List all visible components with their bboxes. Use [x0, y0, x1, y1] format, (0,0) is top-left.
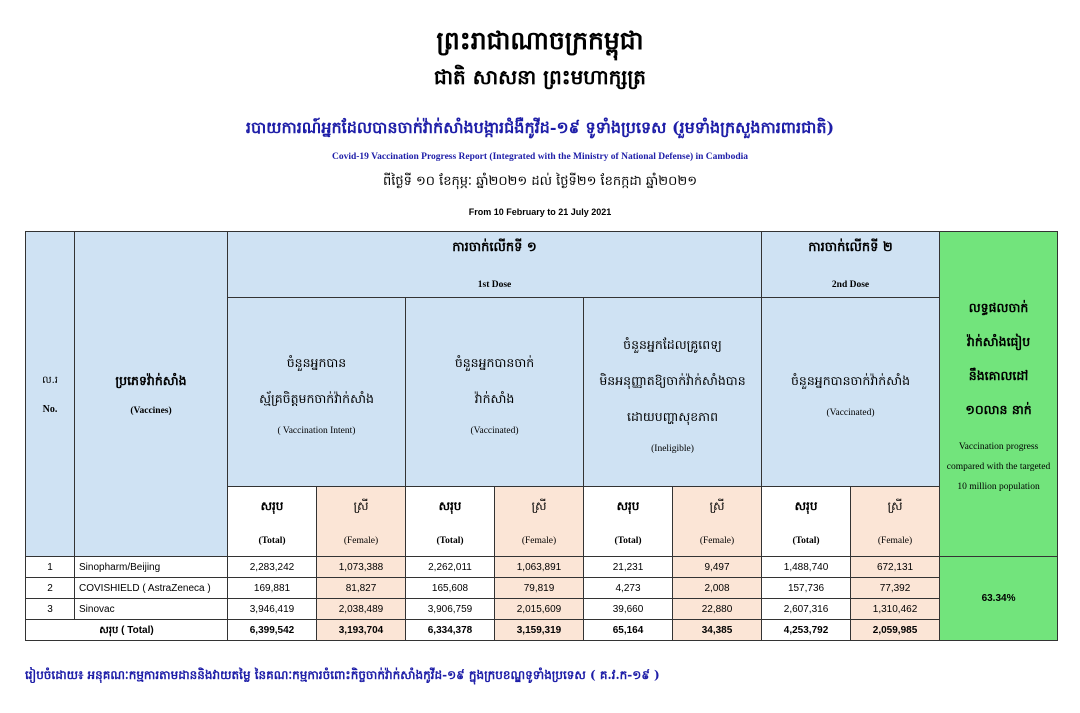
vaccinated1-label-kh-2: វ៉ាក់សាំង: [474, 391, 515, 406]
report-title-en: Covid-19 Vaccination Progress Report (Integrated with the Ministry of National Defense) in Cambodia: [331, 152, 749, 162]
row-vaccine-name: Sinovac: [75, 599, 228, 620]
intent-label-kh-2: ស្ម័គ្រចិត្តមកចាក់វ៉ាក់សាំង: [259, 391, 374, 406]
total-label-kh: សរុប: [794, 498, 818, 513]
dose2-header: [762, 232, 940, 298]
vaccinated2-label-en: (Vaccinated): [826, 408, 875, 418]
female-label-en: (Female): [521, 535, 557, 546]
subheader-female: [851, 487, 940, 557]
total-label-en: (Total): [436, 535, 464, 546]
table-row: [26, 557, 1058, 578]
vaccinated2-header: [762, 298, 940, 487]
cell-vaccinated1-total: 3,906,759: [406, 599, 495, 620]
total-label-en: (Total): [614, 535, 642, 546]
cell-intent-total: 169,881: [228, 578, 317, 599]
cell-ineligible-total: 21,231: [584, 557, 673, 578]
progress-label-kh-2: វ៉ាក់សាំងធៀប: [966, 334, 1031, 349]
dose2-label-en: 2nd Dose: [831, 280, 870, 290]
total-label-en: (Total): [792, 535, 820, 546]
female-label-kh: ស្រី: [887, 498, 903, 513]
cell-vaccinated1-female: 1,063,891: [495, 557, 584, 578]
subheader-total: [762, 487, 851, 557]
progress-percent: 63.34%: [940, 557, 1058, 641]
subheader-total: [228, 487, 317, 557]
ineligible-header: [584, 298, 762, 487]
cell-vaccinated2-total: 157,736: [762, 578, 851, 599]
total-row: [26, 620, 1058, 641]
row-vaccine-name: COVISHIELD ( AstraZeneca ): [75, 578, 228, 599]
vaccination-table: [25, 231, 1058, 641]
progress-label-kh-1: លទ្ធផលចាក់: [968, 300, 1029, 315]
row-vaccine-name: Sinopharm/Beijing: [75, 557, 228, 578]
cell-vaccinated2-female: 672,131: [851, 557, 940, 578]
vaccinated1-header: [406, 298, 584, 487]
dose1-label-en: 1st Dose: [477, 280, 512, 290]
cell-ineligible-total: 4,273: [584, 578, 673, 599]
cell-vaccinated2-total: 2,607,316: [762, 599, 851, 620]
cell-intent-female: 81,827: [317, 578, 406, 599]
total-intent-female: 3,193,704: [317, 620, 406, 641]
report-title-kh: របាយការណ៍អ្នកដែលបានចាក់វ៉ាក់សាំងបង្ការជំងឺកូវីដ-១៩ ទូទាំងប្រទេស (រួមទាំងក្រសួងការពារជាតិ): [245, 118, 835, 137]
cell-vaccinated1-total: 2,262,011: [406, 557, 495, 578]
intent-label-kh-1: ចំនួនអ្នកបាន: [286, 355, 347, 370]
footer-note: រៀបចំដោយ៖ អនុគណៈកម្មការតាមដាននិងវាយតម្លៃ នៃគណៈកម្មការចំពោះកិច្ចចាក់វ៉ាក់សាំងកូវីដ-១៩ ក្នុងក្របខណ្ឌទូទាំងប្រទេស ( គ.វ.ក-១៩ ): [25, 668, 660, 682]
ineligible-label-kh-2: មិនអនុញ្ញាតឱ្យចាក់វ៉ាក់សាំងបាន: [599, 373, 746, 388]
subheader-female: [317, 487, 406, 557]
dose1-header: [228, 232, 762, 298]
col-header-vaccine: [75, 232, 228, 557]
no-label-en: No.: [42, 404, 58, 415]
cell-ineligible-total: 39,660: [584, 599, 673, 620]
progress-label-kh-3: នឹងគោលដៅ: [968, 368, 1029, 383]
report-date-en: From 10 February to 21 July 2021: [468, 207, 612, 217]
national-motto: ជាតិ សាសនា ព្រះមហាក្សត្រ: [434, 65, 646, 89]
total-label-kh: សរុប: [616, 498, 640, 513]
cell-intent-total: 3,946,419: [228, 599, 317, 620]
cell-intent-total: 2,283,242: [228, 557, 317, 578]
col-header-no: [26, 232, 75, 557]
total-vaccinated1-total: 6,334,378: [406, 620, 495, 641]
ineligible-label-kh-3: ដោយបញ្ហាសុខភាព: [627, 409, 719, 424]
total-vaccinated2-female: 2,059,985: [851, 620, 940, 641]
intent-header: [228, 298, 406, 487]
vaccine-label-kh: ប្រភេទវ៉ាក់សាំង: [115, 372, 187, 388]
subheader-total: [584, 487, 673, 557]
female-label-kh: ស្រី: [353, 498, 369, 513]
subheader-female: [673, 487, 762, 557]
vaccinated1-label-kh-1: ចំនួនអ្នកបានចាក់: [454, 355, 535, 370]
vaccine-label-en: (Vaccines): [130, 405, 172, 416]
vaccinated1-label-en: (Vaccinated): [470, 426, 519, 436]
total-vaccinated2-total: 4,253,792: [762, 620, 851, 641]
female-label-en: (Female): [343, 535, 379, 546]
cell-intent-female: 1,073,388: [317, 557, 406, 578]
total-row-label: សរុប ( Total): [26, 620, 228, 641]
kingdom-title: ព្រះរាជាណាចក្រកម្ពុជា: [436, 26, 644, 55]
vaccinated2-label-kh: ចំនួនអ្នកបានចាក់វ៉ាក់សាំង: [791, 373, 911, 388]
cell-ineligible-female: 2,008: [673, 578, 762, 599]
row-no: 3: [26, 599, 75, 620]
total-ineligible-female: 34,385: [673, 620, 762, 641]
female-label-en: (Female): [877, 535, 913, 546]
cell-vaccinated1-total: 165,608: [406, 578, 495, 599]
report-date-kh: ពីថ្ងៃទី ១០ ខែកុម្ភៈ ឆ្នាំ២០២១ ដល់ ថ្ងៃទី២១ ខែកក្កដា ឆ្នាំ២០២១: [382, 174, 698, 189]
table-row: [26, 578, 1058, 599]
progress-label-kh-4: ១០លាន នាក់: [965, 402, 1032, 417]
intent-label-en: ( Vaccination Intent): [277, 426, 356, 436]
progress-header: [940, 232, 1058, 557]
total-label-kh: សរុប: [260, 498, 284, 513]
cell-vaccinated1-female: 79,819: [495, 578, 584, 599]
row-no: 1: [26, 557, 75, 578]
subheader-total: [406, 487, 495, 557]
total-intent-total: 6,399,542: [228, 620, 317, 641]
row-no: 2: [26, 578, 75, 599]
cell-vaccinated2-female: 1,310,462: [851, 599, 940, 620]
total-label-en: (Total): [258, 535, 286, 546]
cell-vaccinated2-total: 1,488,740: [762, 557, 851, 578]
ineligible-label-kh-1: ចំនួនអ្នកដែលគ្រូពេទ្យ: [623, 337, 722, 352]
female-label-en: (Female): [699, 535, 735, 546]
progress-label-en: Vaccination progress compared with the targeted 10 million population: [946, 442, 1051, 492]
cell-ineligible-female: 9,497: [673, 557, 762, 578]
cell-vaccinated1-female: 2,015,609: [495, 599, 584, 620]
total-ineligible-total: 65,164: [584, 620, 673, 641]
subheader-female: [495, 487, 584, 557]
dose1-label-kh: ការចាក់លើកទី ១: [452, 240, 537, 255]
total-vaccinated1-female: 3,159,319: [495, 620, 584, 641]
ineligible-label-en: (Ineligible): [651, 444, 694, 454]
cell-vaccinated2-female: 77,392: [851, 578, 940, 599]
table-row: [26, 599, 1058, 620]
cell-ineligible-female: 22,880: [673, 599, 762, 620]
female-label-kh: ស្រី: [709, 498, 725, 513]
cell-intent-female: 2,038,489: [317, 599, 406, 620]
female-label-kh: ស្រី: [531, 498, 547, 513]
total-label-kh: សរុប: [438, 498, 462, 513]
dose2-label-kh: ការចាក់លើកទី ២: [808, 240, 893, 255]
no-label-kh: ល.រ: [42, 375, 58, 386]
